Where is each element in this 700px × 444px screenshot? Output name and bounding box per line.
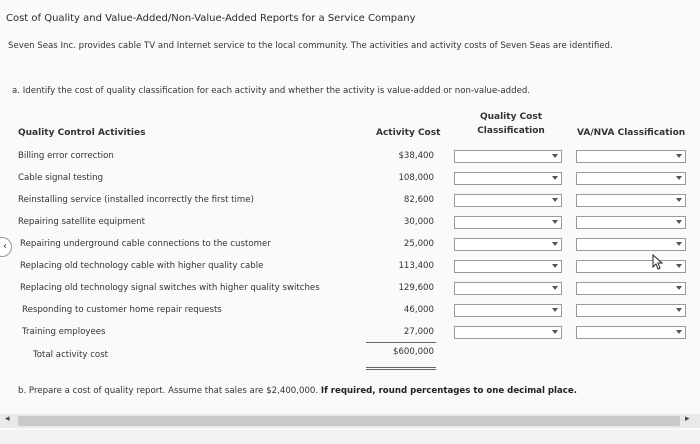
va-nva-dropdown[interactable] — [576, 260, 686, 273]
chevron-down-icon — [676, 220, 682, 224]
bottom-strip — [0, 430, 700, 444]
chevron-down-icon — [676, 242, 682, 246]
scroll-right-arrow-icon[interactable]: ▸ — [685, 414, 690, 424]
va-nva-dropdown[interactable] — [576, 238, 686, 251]
activity-cost: 46,000 — [403, 305, 434, 315]
activity-label: Replacing old technology signal switches with higher quality switches — [20, 283, 320, 293]
header-activity-cost: Activity Cost — [376, 128, 441, 138]
va-nva-dropdown[interactable] — [576, 150, 686, 163]
quality-cost-dropdown[interactable] — [454, 304, 562, 317]
side-collapse-tab[interactable]: ‹ — [0, 237, 12, 257]
activity-cost: 30,000 — [403, 217, 434, 227]
intro-text: Seven Seas Inc. provides cable TV and Internet service to the local community. The activities and activity costs of Seven Seas are identified. — [8, 41, 613, 51]
activity-cost: $38,400 — [398, 151, 434, 161]
chevron-down-icon — [676, 264, 682, 268]
chevron-down-icon — [676, 286, 682, 290]
activity-cost: 82,600 — [403, 195, 434, 205]
header-activities: Quality Control Activities — [18, 128, 146, 138]
chevron-down-icon — [552, 176, 558, 180]
quality-cost-dropdown[interactable] — [454, 150, 562, 163]
va-nva-dropdown[interactable] — [576, 282, 686, 295]
chevron-down-icon — [552, 308, 558, 312]
chevron-down-icon — [552, 242, 558, 246]
activity-label: Responding to customer home repair requests — [22, 305, 222, 315]
scroll-left-arrow-icon[interactable]: ◂ — [5, 414, 10, 424]
chevron-down-icon — [676, 154, 682, 158]
activity-cost: 108,000 — [398, 173, 434, 183]
activity-cost: 27,000 — [403, 327, 434, 337]
quality-cost-dropdown[interactable] — [454, 172, 562, 185]
va-nva-dropdown[interactable] — [576, 194, 686, 207]
total-label: Total activity cost — [33, 350, 109, 360]
activity-label: Repairing satellite equipment — [18, 217, 145, 227]
quality-cost-dropdown[interactable] — [454, 194, 562, 207]
quality-cost-dropdown[interactable] — [454, 216, 562, 229]
chevron-down-icon — [552, 154, 558, 158]
activity-label: Repairing underground cable connections to the customer — [20, 239, 271, 249]
mouse-cursor-icon — [652, 254, 666, 270]
chevron-down-icon — [552, 286, 558, 290]
va-nva-dropdown[interactable] — [576, 172, 686, 185]
quality-cost-dropdown[interactable] — [454, 326, 562, 339]
chevron-down-icon — [676, 330, 682, 334]
activity-label: Cable signal testing — [18, 173, 104, 183]
chevron-down-icon — [552, 330, 558, 334]
activity-cost: 129,600 — [398, 283, 434, 293]
chevron-down-icon — [552, 220, 558, 224]
quality-cost-dropdown[interactable] — [454, 282, 562, 295]
activity-label: Replacing old technology cable with higher quality cable — [20, 261, 264, 271]
total-double-rule — [366, 367, 436, 368]
chevron-down-icon — [676, 308, 682, 312]
activity-label: Training employees — [22, 327, 106, 337]
va-nva-dropdown[interactable] — [576, 326, 686, 339]
scrollbar-thumb[interactable] — [18, 416, 680, 426]
activity-cost: 25,000 — [403, 239, 434, 249]
activity-cost: 113,400 — [398, 261, 434, 271]
header-va-nva: VA/NVA Classification — [577, 128, 686, 138]
quality-cost-dropdown[interactable] — [454, 260, 562, 273]
quality-cost-dropdown[interactable] — [454, 238, 562, 251]
chevron-down-icon — [552, 264, 558, 268]
page-title: Cost of Quality and Value-Added/Non-Value-Added Reports for a Service Company — [6, 13, 416, 24]
header-quality-cost: Quality Cost Classification — [477, 112, 545, 136]
chevron-down-icon — [676, 198, 682, 202]
activity-label: Reinstalling service (installed incorrectly the first time) — [18, 195, 254, 205]
chevron-down-icon — [552, 198, 558, 202]
va-nva-dropdown[interactable] — [576, 304, 686, 317]
activity-label: Billing error correction — [18, 151, 114, 161]
subtotal-rule — [366, 342, 436, 343]
question-a: a. Identify the cost of quality classification for each activity and whether the activity is value-added or non-value-added. — [12, 86, 531, 96]
va-nva-dropdown[interactable] — [576, 216, 686, 229]
chevron-down-icon — [676, 176, 682, 180]
total-cost: $600,000 — [392, 347, 434, 357]
question-b: b. Prepare a cost of quality report. Assume that sales are $2,400,000. If required, round percentages to one decimal place. — [18, 386, 577, 396]
